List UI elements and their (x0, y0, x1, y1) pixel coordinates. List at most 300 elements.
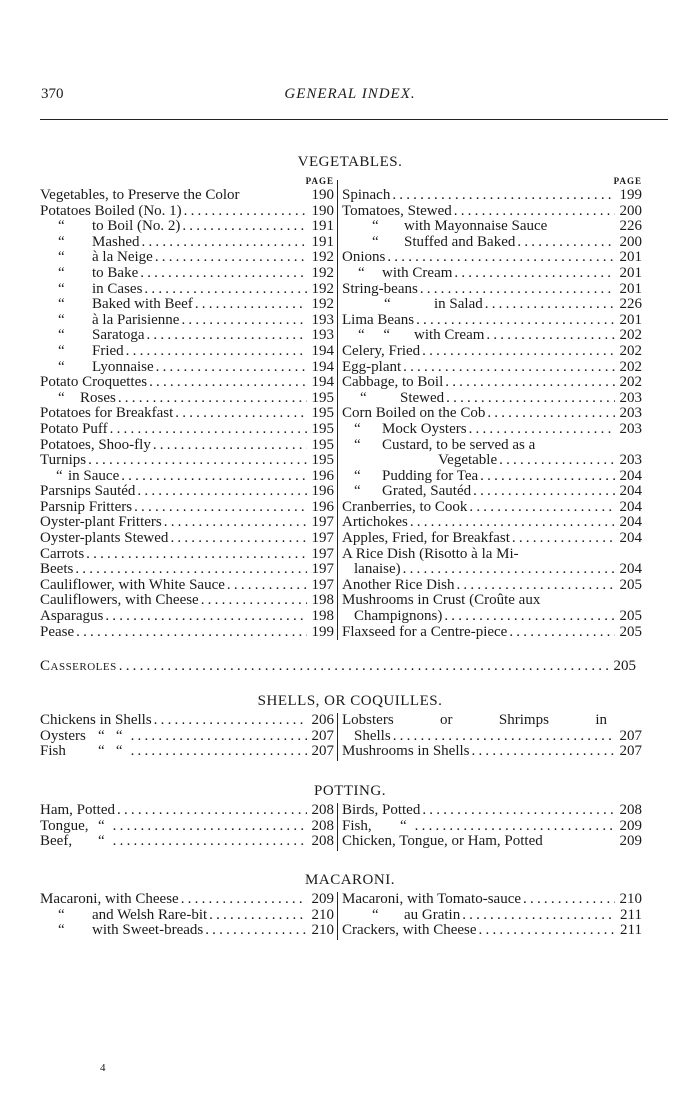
entry-page: 195 (311, 405, 334, 422)
entry-text: Carrots (40, 545, 85, 562)
index-entry (40, 391, 334, 407)
index-entry (40, 593, 334, 609)
index-entry (342, 562, 642, 578)
dot-leader (207, 908, 307, 924)
index-entry (40, 625, 334, 641)
ditto-mark (342, 562, 354, 578)
index-entry (342, 328, 642, 344)
entry-text: Potatoes Boiled (No. 1) (40, 202, 182, 219)
index-entry (40, 531, 334, 547)
potting-left-column (40, 803, 334, 850)
index-entry (40, 578, 334, 594)
entry-text: to Boil (No. 2) (92, 218, 181, 235)
entry-page: 204 (619, 483, 642, 500)
entry-text: Saratoga (92, 327, 145, 344)
index-entry (342, 344, 642, 360)
entry-text: Crackers, with Cheese (342, 922, 477, 939)
entry-page: 198 (311, 592, 334, 609)
index-entry (342, 803, 642, 819)
entry-page: 194 (311, 358, 334, 375)
ditto-mark: “ (58, 389, 65, 406)
column-divider (337, 180, 338, 640)
entry-text: Stuffed and Baked (404, 233, 516, 250)
index-entry (40, 469, 334, 485)
dot-leader (117, 659, 609, 675)
entry-page: 203 (619, 389, 642, 406)
ditto-mark (342, 729, 354, 745)
entry-page: 199 (619, 187, 642, 203)
entry-page: 200 (619, 233, 642, 250)
entry-text: Lobsters or Shrimps in (342, 712, 607, 728)
entry-text: Baked with Beef (92, 296, 193, 313)
entry-text: Tongue, (40, 817, 89, 834)
dot-leader (154, 360, 307, 376)
index-entry (342, 188, 642, 204)
entry-page: 226 (619, 218, 642, 235)
index-entry (342, 469, 642, 485)
entry-page: 201 (619, 264, 642, 281)
index-entry (40, 923, 334, 939)
index-entry (342, 422, 642, 438)
entry-page: 204 (619, 467, 642, 484)
dot-leader (485, 406, 615, 422)
dot-leader (391, 729, 615, 745)
entry-page: 209 (311, 891, 334, 907)
dot-leader (470, 744, 615, 760)
entry-text: Potatoes, Shoo-fly (40, 436, 151, 453)
macaroni-left-column (40, 892, 334, 939)
entry-page: 201 (619, 311, 642, 328)
entry-text: Shells (354, 727, 391, 744)
entry-page: 206 (311, 712, 334, 728)
dot-leader (73, 562, 307, 578)
entry-text: in Cases (92, 280, 143, 297)
entry-text: Flaxseed for a Centre-piece (342, 623, 508, 640)
dot-leader (515, 235, 615, 251)
entry-text: Beef, (40, 833, 73, 850)
entry-page: 208 (311, 833, 334, 850)
ditto-mark: “ (58, 233, 65, 250)
index-entry (342, 438, 642, 454)
index-entry (40, 500, 334, 516)
entry-text: Chicken, Tongue, or Ham, Potted (342, 833, 543, 850)
entry-page (615, 593, 642, 609)
section-title-macaroni: MACARONI. (305, 872, 395, 888)
header-rule (40, 119, 668, 120)
index-entry (342, 250, 642, 266)
entry-page: 197 (311, 576, 334, 593)
dot-leader (180, 219, 307, 235)
dot-leader (535, 438, 615, 454)
ditto-mark: “ (56, 467, 63, 484)
entry-text: with Cream (414, 327, 485, 344)
dot-leader (240, 188, 307, 204)
ditto-mark (342, 609, 354, 625)
index-entry (40, 375, 334, 391)
index-entry (342, 625, 642, 641)
column-divider (337, 713, 338, 761)
dot-leader (467, 500, 615, 516)
index-entry (40, 438, 334, 454)
dot-leader (454, 578, 615, 594)
entry-text: Pease (40, 623, 75, 640)
index-entry (40, 892, 334, 908)
ditto-mark: “ (58, 218, 65, 235)
index-entry (40, 729, 334, 745)
ditto-mark: “ “ (358, 327, 391, 344)
index-entry (40, 297, 334, 313)
entry-text: Fish, (342, 817, 372, 834)
entry-text: in Sauce (68, 467, 120, 484)
dot-leader (497, 453, 615, 469)
entry-text: Birds, Potted (342, 802, 421, 818)
dot-leader (179, 892, 307, 908)
entry-text: Onions (342, 249, 386, 266)
entry-page: 202 (619, 358, 642, 375)
entry-page: 193 (311, 311, 334, 328)
index-entry (342, 266, 642, 282)
index-entry (40, 250, 334, 266)
dot-leader (540, 593, 615, 609)
entry-page: 202 (619, 342, 642, 359)
entry-page: 204 (619, 561, 642, 578)
dot-leader (199, 593, 307, 609)
index-entry (342, 744, 642, 760)
entry-text: Potato Puff (40, 420, 108, 437)
entry-text: Mushrooms in Shells (342, 743, 470, 760)
dot-leader (519, 547, 615, 563)
dot-leader (408, 515, 615, 531)
entry-text: Potato Croquettes (40, 374, 148, 391)
index-entry (342, 547, 642, 563)
index-entry (40, 562, 334, 578)
entry-page: 202 (619, 327, 642, 344)
ditto-mark: “ (58, 249, 65, 266)
dot-leader (173, 406, 307, 422)
entry-text: Vegetable (438, 452, 498, 469)
entry-page: 208 (619, 802, 642, 818)
dot-leader (108, 422, 307, 438)
entry-page: 192 (311, 280, 334, 297)
index-entry (40, 803, 334, 819)
index-entry (40, 266, 334, 282)
dot-leader (413, 819, 615, 835)
index-entry (342, 531, 642, 547)
dot-leader (478, 469, 615, 485)
entry-text: Vegetables, to Preserve the Color (40, 187, 240, 203)
entry-text: à la Parisienne (92, 311, 180, 328)
index-entry (342, 834, 642, 850)
entry-page: 207 (311, 743, 334, 760)
dot-leader (460, 908, 615, 924)
entry-page: 195 (311, 436, 334, 453)
entry-page: 201 (619, 249, 642, 266)
entry-text: Cauliflower, with White Sauce (40, 576, 225, 593)
column-divider (337, 892, 338, 940)
dot-leader (179, 313, 307, 329)
entry-page: 195 (311, 452, 334, 469)
entry-text: Fried (92, 342, 124, 359)
entry-page: 208 (311, 802, 334, 818)
entry-page: 195 (311, 420, 334, 437)
entry-text: Pudding for Tea (382, 467, 479, 484)
section-title-vegetables: VEGETABLES. (297, 154, 403, 170)
index-entry (342, 923, 642, 939)
dot-leader (129, 729, 307, 745)
entry-page: 196 (311, 498, 334, 515)
index-entry (40, 547, 334, 563)
entry-page: 204 (619, 498, 642, 515)
ditto-mark: “ “ (98, 743, 123, 760)
ditto-mark (342, 453, 438, 469)
entry-page: 204 (619, 514, 642, 531)
entry-page: 211 (620, 922, 642, 939)
dot-leader (521, 892, 615, 908)
entry-text: Turnips (40, 452, 87, 469)
entry-text: Artichokes (342, 514, 408, 531)
entry-text: Corn Boiled on the Cob (342, 405, 486, 422)
dot-leader (153, 250, 307, 266)
dot-leader (477, 923, 615, 939)
index-entry (342, 360, 642, 376)
dot-leader (142, 282, 307, 298)
entry-page: 203 (619, 452, 642, 469)
ditto-mark: “ (372, 233, 379, 250)
dot-leader (116, 391, 307, 407)
index-entry (342, 515, 642, 531)
index-entry (342, 578, 642, 594)
index-entry (342, 819, 642, 835)
dot-leader (507, 625, 615, 641)
dot-leader (444, 391, 615, 407)
entry-page: 209 (619, 833, 642, 850)
index-entry (342, 235, 642, 251)
index-entry (40, 313, 334, 329)
entry-text: Beets (40, 561, 74, 578)
index-entry (40, 219, 334, 235)
entry-text: Ham, Potted (40, 802, 115, 818)
dot-leader (135, 484, 307, 500)
dot-leader (74, 625, 307, 641)
dot-leader (484, 328, 615, 344)
index-entry (342, 908, 642, 924)
index-entry (342, 391, 642, 407)
entry-text: Cranberries, to Cook (342, 498, 468, 515)
entry-page (615, 438, 642, 454)
entry-page: 197 (311, 561, 334, 578)
entry-text: with Sweet-breads (92, 922, 204, 939)
index-entry (40, 360, 334, 376)
dot-leader (129, 744, 307, 760)
dot-leader (414, 313, 615, 329)
ditto-mark: “ (354, 483, 361, 500)
entry-text: Mock Oysters (382, 420, 467, 437)
entry-page: 202 (619, 374, 642, 391)
ditto-mark: “ (400, 817, 407, 834)
dot-leader (138, 266, 307, 282)
ditto-mark: “ (360, 389, 367, 406)
entry-page: 193 (311, 327, 334, 344)
dot-leader (193, 297, 307, 313)
entry-text: with Cream (382, 264, 453, 281)
dot-leader (418, 282, 615, 298)
entry-page (615, 713, 642, 729)
index-entry (342, 406, 642, 422)
entry-page (615, 547, 642, 563)
dot-leader (420, 344, 615, 360)
entry-text: à la Neige (92, 249, 153, 266)
index-entry (40, 422, 334, 438)
entry-text: Oysters (40, 727, 86, 744)
dot-leader (152, 713, 307, 729)
entry-page: 196 (311, 467, 334, 484)
dot-leader (182, 204, 307, 220)
dot-leader (467, 422, 615, 438)
entry-text: Spinach (342, 187, 391, 203)
entry-page: 194 (311, 374, 334, 391)
entry-page: 207 (619, 743, 642, 760)
dot-leader (162, 515, 307, 531)
entry-text: Casseroles (40, 658, 117, 674)
index-entry (342, 892, 642, 908)
dot-leader (147, 375, 307, 391)
entry-page: 208 (311, 817, 334, 834)
index-entry (40, 235, 334, 251)
index-entry (40, 744, 334, 760)
entry-page: 203 (619, 420, 642, 437)
ditto-mark: “ (58, 311, 65, 328)
index-entry (342, 593, 642, 609)
entry-text: Roses (80, 389, 116, 406)
entry-page: 191 (311, 233, 334, 250)
entry-text: Tomatoes, Stewed (342, 202, 452, 219)
casseroles-entry (40, 659, 636, 675)
index-entry (40, 453, 334, 469)
entry-page: 197 (311, 530, 334, 547)
entry-text: Parsnips Sautéd (40, 483, 136, 500)
index-entry (342, 729, 642, 745)
dot-leader (443, 375, 615, 391)
dot-leader (547, 219, 615, 235)
entry-page: 196 (311, 483, 334, 500)
signature-mark: 4 (100, 1062, 106, 1074)
ditto-mark: “ (98, 833, 105, 850)
entry-text: Potatoes for Breakfast (40, 405, 174, 422)
entry-text: A Rice Dish (Risotto à la Mi- (342, 545, 519, 562)
dot-leader (203, 923, 307, 939)
entry-page: 207 (311, 727, 334, 744)
entry-page: 197 (311, 545, 334, 562)
entry-text: to Bake (92, 264, 139, 281)
entry-text: Asparagus (40, 608, 104, 625)
entry-page: 210 (619, 891, 642, 907)
dot-leader (140, 235, 308, 251)
entry-page: 200 (619, 202, 642, 219)
dot-leader (385, 250, 615, 266)
entry-text: Apples, Fried, for Breakfast (342, 530, 510, 547)
entry-text: Stewed (400, 389, 445, 406)
running-title: GENERAL INDEX. (284, 86, 416, 102)
entry-text: with Mayonnaise Sauce (404, 218, 548, 235)
entry-text: Lyonnaise (92, 358, 154, 375)
entry-page: 203 (619, 405, 642, 422)
dot-leader (420, 803, 615, 819)
index-entry (40, 188, 334, 204)
dot-leader (483, 297, 615, 313)
entry-page: 199 (311, 623, 334, 640)
dot-leader (84, 547, 307, 563)
entry-page: 207 (619, 727, 642, 744)
entry-text: Oyster-plants Stewed (40, 530, 169, 547)
index-entry (40, 282, 334, 298)
dot-leader (607, 713, 615, 729)
index-entry (40, 484, 334, 500)
dot-leader (442, 609, 615, 625)
index-entry (342, 219, 642, 235)
entry-text: Chickens in Shells (40, 712, 152, 728)
entry-page: 209 (619, 817, 642, 834)
shells-right-column (342, 713, 642, 760)
dot-leader (111, 834, 307, 850)
dot-leader (471, 484, 615, 500)
dot-leader (225, 578, 307, 594)
entry-page: 226 (619, 296, 642, 313)
entry-text: Macaroni, with Cheese (40, 891, 179, 907)
dot-leader (119, 469, 307, 485)
index-entry (40, 515, 334, 531)
ditto-mark: “ “ (98, 727, 123, 744)
entry-text: au Gratin (404, 906, 461, 923)
entry-text: Oyster-plant Fritters (40, 514, 162, 531)
entry-text: Custard, to be served as a (382, 436, 536, 453)
index-entry (40, 713, 334, 729)
entry-text: Parsnip Fritters (40, 498, 133, 515)
index-entry (342, 297, 642, 313)
ditto-mark: “ (58, 342, 65, 359)
entry-page: 190 (311, 187, 334, 203)
entry-text: Macaroni, with Tomato-sauce (342, 891, 522, 907)
entry-text: Fish (40, 743, 66, 760)
ditto-mark: “ (358, 264, 365, 281)
ditto-mark: “ (354, 420, 361, 437)
entry-text: and Welsh Rare-bit (92, 906, 208, 923)
index-entry (342, 484, 642, 500)
entry-page: 195 (311, 389, 334, 406)
entry-text: lanaise) (354, 561, 401, 578)
macaroni-right-column (342, 892, 642, 939)
index-entry (40, 609, 334, 625)
entry-text: Egg-plant (342, 358, 402, 375)
ditto-mark: “ (372, 218, 379, 235)
ditto-mark: “ (58, 922, 65, 939)
entry-text: Cabbage, to Boil (342, 374, 444, 391)
entry-text: Grated, Sautéd (382, 483, 472, 500)
entry-page: 194 (311, 342, 334, 359)
dot-leader (401, 562, 615, 578)
index-entry (342, 204, 642, 220)
entry-page: 205 (613, 658, 636, 674)
index-entry (40, 908, 334, 924)
index-entry (342, 453, 642, 469)
dot-leader (452, 204, 615, 220)
dot-leader (168, 531, 307, 547)
page-column-label: PAGE (613, 176, 642, 186)
dot-leader (390, 188, 615, 204)
dot-leader (401, 360, 615, 376)
dot-leader (124, 344, 307, 360)
dot-leader (115, 803, 307, 819)
ditto-mark: “ (58, 264, 65, 281)
